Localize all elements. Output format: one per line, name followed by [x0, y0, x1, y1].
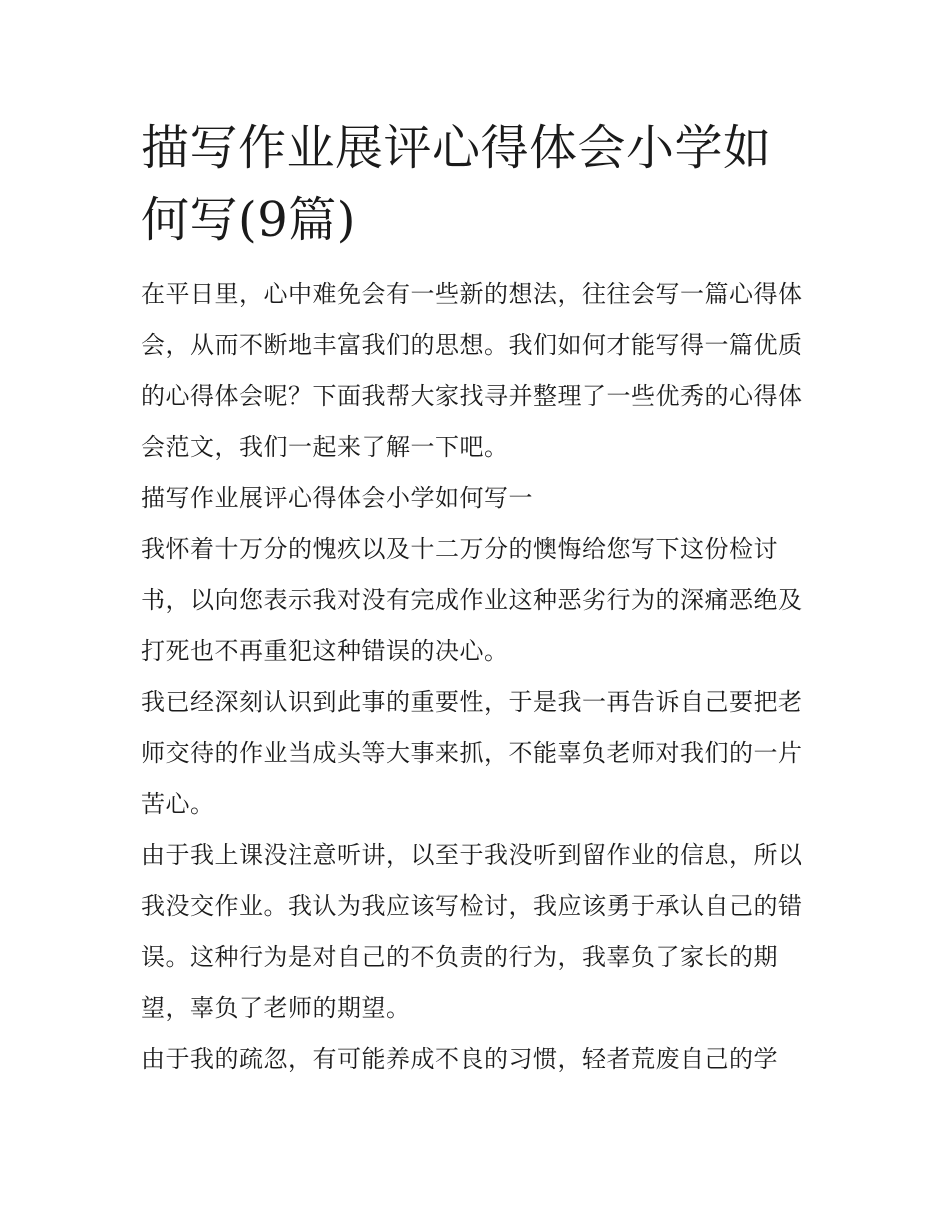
document-body: [141, 269, 813, 1085]
document-content: [141, 112, 813, 1085]
section-heading: 描写作业展评心得体会小学如何写一: [141, 484, 533, 512]
body-paragraph: 由于我的疏忽，有可能养成不良的习惯，轻者荒废自己的学: [141, 1045, 778, 1073]
body-paragraph: 由于我上课没注意听讲，以至于我没听到留作业的信息，所以我没交作业。我认为我应该写检讨，我应该勇于承认自己的错误。这种行为是对自己的不负责的行为，我辜负了家长的期望，辜负了老师的期望。: [141, 841, 803, 1022]
intro-paragraph: 在平日里，心中难免会有一些新的想法，往往会写一篇心得体会，从而不断地丰富我们的思想。我们如何才能写得一篇优质的心得体会呢？下面我帮大家找寻并整理了一些优秀的心得体会范文，我们一起来了解一下吧。: [141, 280, 803, 461]
body-paragraph: 我已经深刻认识到此事的重要性，于是我一再告诉自己要把老师交待的作业当成头等大事来抓，不能辜负老师对我们的一片苦心。: [141, 688, 803, 818]
document-title: 描写作业展评心得体会小学如何写(9篇): [141, 120, 772, 248]
body-paragraph: 我怀着十万分的愧疚以及十二万分的懊悔给您写下这份检讨书，以向您表示我对没有完成作业这种恶劣行为的深痛恶绝及打死也不再重犯这种错误的决心。: [141, 535, 803, 665]
